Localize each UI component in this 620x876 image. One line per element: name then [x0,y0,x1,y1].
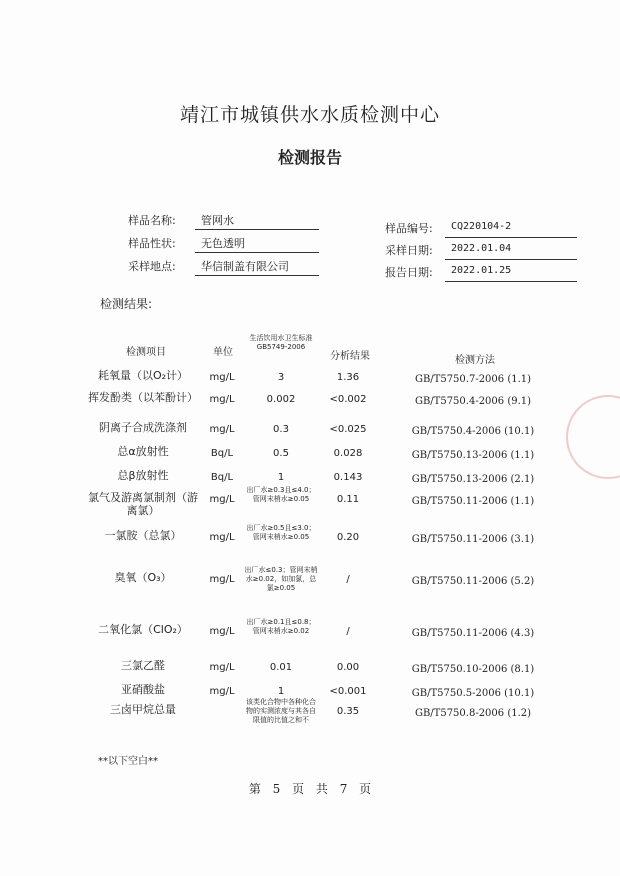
sample-name-value: 管网水 [201,214,234,227]
header-standard: 生活饮用水卫生标准GB5749-2006 [249,334,313,351]
org-title: 靖江市城镇供水水质检测中心 [179,104,440,126]
cell-unit: Bq/L [210,448,234,459]
cell-item: 总β放射性 [117,469,169,482]
sample-prop-label: 样品性状: [128,237,176,250]
cell-result: <0.025 [329,424,367,435]
underline [195,275,319,276]
cell-standard: 0.01 [269,662,293,673]
cell-method: GB/T5750.13-2006 (1.1) [411,450,535,461]
cell-result: 0.35 [336,706,360,717]
cell-unit: Bq/L [210,472,234,483]
collect-date-label: 采样日期: [385,244,433,257]
cell-unit: mg/L [209,424,235,435]
cell-method: GB/T5750.5-2006 (10.1) [411,688,535,699]
header-method: 检测方法 [455,355,495,366]
header-result: 分析结果 [330,351,370,362]
cell-item: 三卤甲烷总量 [110,703,176,716]
seal-stamp [566,395,620,479]
cell-result: 0.028 [333,448,363,459]
results-label: 检测结果: [100,297,153,311]
underline [445,259,577,260]
underline [445,281,577,282]
cell-item: 臭氧（O₃） [114,571,172,584]
collect-date-value: 2022.01.04 [451,243,512,254]
cell-result: / [346,574,350,585]
cell-standard: 1 [277,472,285,483]
cell-method: GB/T5750.7-2006 (1.1) [414,374,532,385]
cell-item: 耗氧量（以O₂计） [97,369,189,382]
sample-no-value: CQ220104-2 [451,221,512,232]
cell-standard: 出厂水≥0.5且≤3.0；管网末梢水≥0.05 [246,524,316,541]
cell-item: 阴离子合成洗涤剂 [99,421,187,434]
cell-result: 0.20 [336,532,360,543]
cell-method: GB/T5750.4-2006 (9.1) [414,396,532,407]
sample-name-label: 样品名称: [128,214,176,227]
cell-item: 一氯胺（总氯） [104,529,182,542]
report-date-value: 2022.01.25 [451,265,512,276]
cell-method: GB/T5750.11-2006 (3.1) [411,534,535,545]
collect-site-label: 采样地点: [128,260,176,273]
cell-method: GB/T5750.11-2006 (4.3) [411,628,535,639]
cell-method: GB/T5750.8-2006 (1.2) [414,708,532,719]
cell-method: GB/T5750.13-2006 (2.1) [411,474,535,485]
cell-result: <0.001 [329,686,367,697]
cell-unit: mg/L [209,626,235,637]
cell-item: 亚硝酸盐 [121,683,165,696]
cell-result: 0.11 [336,494,360,505]
underline [445,237,577,238]
report-title: 检测报告 [277,148,342,167]
cell-unit: mg/L [209,532,235,543]
page-footer: 第 5 页 共 7 页 [248,782,372,796]
cell-result: <0.002 [329,394,367,405]
cell-standard: 出厂水≥0.3且≤4.0；管网末梢水≥0.05 [246,486,316,503]
end-note: **以下空白** [98,756,158,767]
header-unit: 单位 [213,347,233,358]
underline [195,229,319,230]
cell-unit: mg/L [209,494,235,505]
underline [195,252,319,253]
cell-result: / [346,626,350,637]
cell-unit: mg/L [209,574,235,585]
cell-standard: 出厂水≤0.3；管网末梢水≥0.02，如加氯，总氯≥0.05 [244,566,318,592]
cell-method: GB/T5750.4-2006 (10.1) [411,426,535,437]
header-item: 检测项目 [126,347,166,358]
cell-unit: mg/L [209,394,235,405]
cell-method: GB/T5750.10-2006 (8.1) [411,664,535,675]
cell-standard: 3 [277,372,285,383]
cell-unit: mg/L [209,686,235,697]
cell-standard: 该类化合物中各种化合物的实测浓度与其各自限值的比值之和不 [246,698,316,724]
cell-standard: 1 [277,686,285,697]
cell-standard: 0.5 [273,448,289,459]
cell-standard: 0.002 [266,394,296,405]
cell-item: 氯气及游离氯制剂（游离氯） [88,491,198,517]
collect-site-value: 华信制盖有限公司 [201,260,289,273]
cell-unit: mg/L [209,662,235,673]
cell-standard: 出厂水≥0.1且≤0.8；管网末梢水≥0.02 [246,618,316,635]
cell-unit: mg/L [209,372,235,383]
cell-result: 0.00 [336,662,360,673]
cell-method: GB/T5750.11-2006 (1.1) [411,496,535,507]
report-date-label: 报告日期: [385,266,433,279]
cell-method: GB/T5750.11-2006 (5.2) [411,576,535,587]
cell-result: 0.143 [333,472,363,483]
cell-item: 总α放射性 [117,445,169,458]
sample-prop-value: 无色透明 [201,237,245,250]
sample-no-label: 样品编号: [385,222,433,235]
cell-result: 1.36 [336,372,360,383]
cell-item: 二氧化氯（ClO₂） [98,623,188,636]
cell-standard: 0.3 [273,424,289,435]
cell-item: 三氯乙醛 [121,659,165,672]
cell-item: 挥发酚类（以苯酚计） [88,391,198,404]
